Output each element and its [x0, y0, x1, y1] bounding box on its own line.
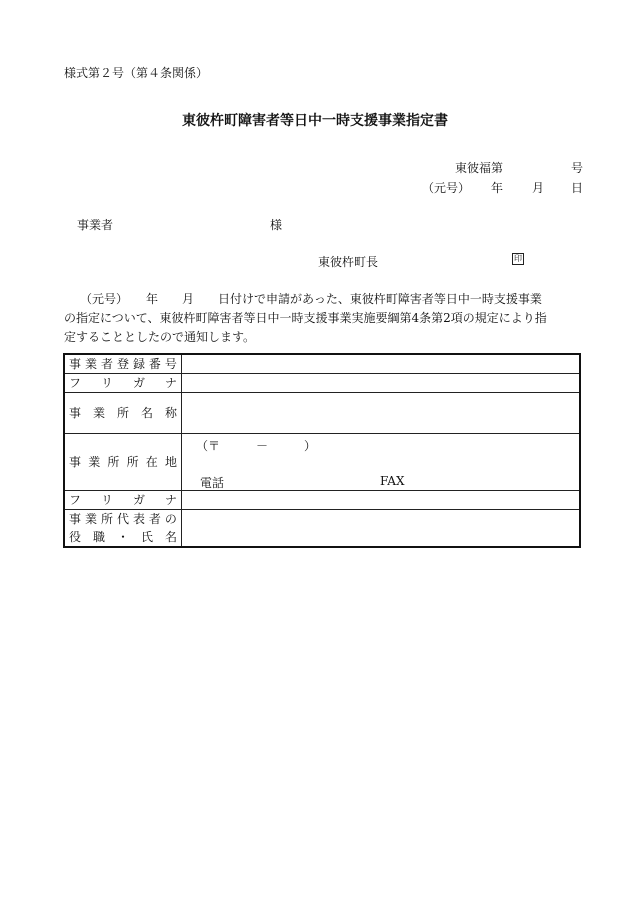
- table-row: [64, 490, 580, 509]
- spread-label-text: [69, 453, 177, 470]
- label-char: 地: [164, 455, 177, 469]
- label-char: ガ: [132, 376, 145, 390]
- label-char: 業: [84, 357, 97, 372]
- label-char: 録: [132, 357, 145, 372]
- label-char: ナ: [164, 493, 177, 507]
- date-day: 日: [571, 181, 584, 195]
- date-year: 年: [491, 181, 504, 195]
- label-char: 氏: [140, 529, 153, 544]
- label-char: 番: [148, 357, 161, 372]
- representative-label: [64, 509, 182, 547]
- table-row: [64, 509, 580, 547]
- table-row: [64, 354, 580, 373]
- label-char: ・: [116, 529, 129, 544]
- registration-number-field[interactable]: [182, 354, 581, 373]
- spread-label-text: [69, 374, 177, 391]
- spread-label-text: [69, 510, 177, 528]
- label-char: の: [164, 511, 177, 526]
- label-char: 所: [116, 406, 129, 420]
- notice-line-3: 定することとしたので通知します。: [64, 330, 256, 344]
- label-char: フ: [69, 493, 82, 507]
- furigana-label-2: [64, 490, 182, 509]
- document-number-prefix: 東彼福第: [455, 161, 504, 175]
- label-char: 業: [92, 406, 105, 420]
- addressee-honorific: 様: [270, 218, 283, 232]
- furigana-field[interactable]: [182, 373, 581, 392]
- representative-field[interactable]: [182, 509, 581, 547]
- label-char: 職: [92, 529, 105, 544]
- date-month: 月: [532, 181, 545, 195]
- label-char: 表: [132, 511, 145, 526]
- label-char: 所: [126, 455, 139, 469]
- label-char: 号: [164, 357, 177, 372]
- label-char: 所: [100, 511, 113, 526]
- label-char: 業: [84, 511, 97, 526]
- form-number-label: 様式第２号（第４条関係）: [64, 66, 209, 80]
- issuer-name: 東彼杵町長: [318, 255, 379, 269]
- label-char: ナ: [164, 376, 177, 390]
- label-char: リ: [100, 376, 113, 390]
- spread-label-text: [69, 528, 177, 546]
- postal-code-field: （〒 － ）: [196, 438, 317, 453]
- notice-line-2: の指定について、東彼杵町障害者等日中一時支援事業実施要綱第4条第2項の規定により指: [64, 311, 547, 325]
- label-char: 者: [148, 511, 161, 526]
- table-row: [64, 373, 580, 392]
- office-address-field[interactable]: [182, 433, 581, 490]
- label-char: 事: [69, 357, 82, 372]
- document-title: 東彼杵町障害者等日中一時支援事業指定書: [182, 113, 448, 129]
- fax-label: FAX: [380, 473, 405, 488]
- furigana-field-2[interactable]: [182, 490, 581, 509]
- label-char: リ: [100, 493, 113, 507]
- spread-label-text: [69, 404, 177, 421]
- furigana-label: [64, 373, 182, 392]
- label-char: 在: [145, 455, 158, 469]
- tel-label: 電話: [200, 475, 225, 490]
- label-char: 所: [107, 455, 120, 469]
- label-char: ガ: [132, 493, 145, 507]
- spread-label-text: [69, 491, 177, 508]
- table-row: [64, 392, 580, 433]
- label-char: 業: [88, 455, 101, 469]
- label-char: 名: [164, 529, 177, 544]
- table-row: [64, 433, 580, 490]
- office-name-field[interactable]: [182, 392, 581, 433]
- office-address-label: [64, 433, 182, 490]
- document-number-suffix: 号: [571, 161, 584, 175]
- label-char: 登: [116, 357, 129, 372]
- label-char: 名: [140, 406, 153, 420]
- label-char: 者: [100, 357, 113, 372]
- label-char: 事: [69, 455, 82, 469]
- registration-number-label: [64, 354, 182, 373]
- addressee-label: 事業者: [77, 218, 114, 232]
- label-char: 事: [69, 406, 82, 420]
- label-char: フ: [69, 376, 82, 390]
- office-name-label: [64, 392, 182, 433]
- designation-table: [63, 353, 581, 548]
- date-era: （元号）: [422, 181, 471, 195]
- spread-label-text: [69, 355, 177, 372]
- notice-line-1: （元号） 年 月 日付けで申請があった、東彼杵町障害者等日中一時支援事業: [80, 292, 542, 306]
- label-char: 称: [164, 406, 177, 420]
- label-char: 代: [116, 511, 129, 526]
- label-char: 役: [69, 529, 82, 544]
- label-char: 事: [69, 511, 82, 526]
- seal-mark: 印: [514, 254, 522, 263]
